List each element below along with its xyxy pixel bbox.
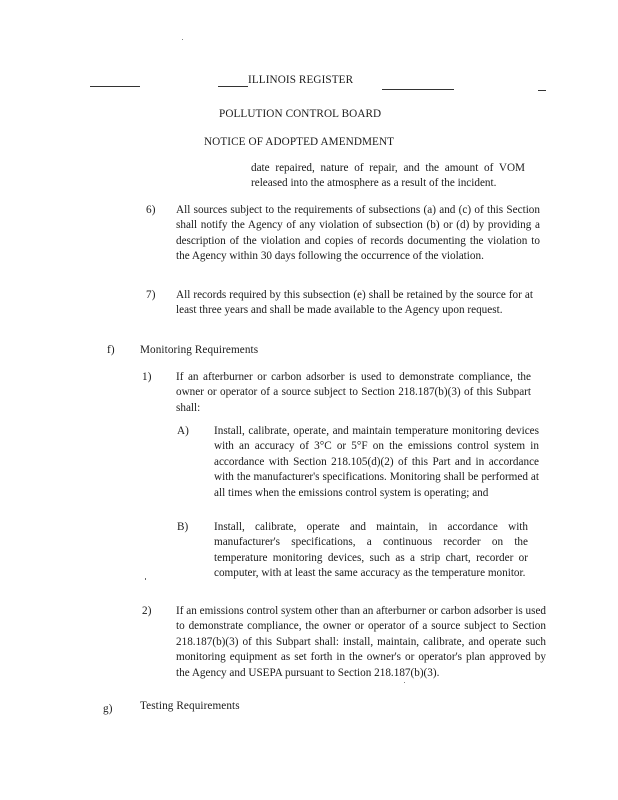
f-a-text: Install, calibrate, operate, and maintain temperature monitoring devices with an accuracy of 3°C or 5°F on the emissions control system in accordance with Section 218.105(d)(2) of this Part and in accordance with the manufacturer's specifications. Monitoring shall be performed at all times when the emissions control system is operating; and	[214, 425, 539, 499]
f-b-text: Install, calibrate, operate and maintain, in accordance with manufacturer's specifications, a continuous recorder on the temperature monitoring devices, such as a strip chart, recorder or computer, with at least the same accuracy as the temperature monitor.	[214, 521, 528, 580]
section-g-letter: g)	[103, 703, 113, 715]
scan-speck	[404, 682, 405, 683]
notice-title: NOTICE OF ADOPTED AMENDMENT	[204, 136, 395, 148]
f1-text: If an afterburner or carbon adsorber is used to demonstrate compliance, the owner or operator of a source subject to Section 218.187(b)(3) of this Subpart shall:	[176, 371, 531, 414]
scan-speck	[182, 39, 183, 40]
f2-text: If an emissions control system other than an afterburner or carbon adsorber is used to demonstrate compliance, the owner or operator of a source subject to Section 218.187(b)(3) of this Subpart shall: install, maintain, calibrate, and operate such monitoring equipment as set forth in the owner's or operator's plan approved by the Agency and USEPA pursuant to Section 218.187(b)(3).	[176, 605, 547, 679]
item-7-text: All records required by this subsection (e) shall be retained by the source for at least three years and shall be made available to the Agency upon request.	[176, 289, 533, 317]
f1-number: 1)	[142, 371, 152, 383]
header-rule-mid	[218, 86, 248, 87]
register-title: ILLINOIS REGISTER	[248, 74, 354, 86]
scan-speck	[145, 578, 146, 580]
item-6-number: 6)	[146, 204, 156, 216]
f2-number: 2)	[142, 605, 152, 617]
header-rule-right	[382, 89, 454, 90]
continuation-text: date repaired, nature of repair, and the amount of VOM released into the atmosphere as a result of the incident.	[251, 162, 525, 190]
item-6-text: All sources subject to the requirements of subsections (a) and (c) of this Section shall notify the Agency of any violation of subsection (b) or (d) by providing a description of the violation and copies of records documenting the violation to the Agency within 30 days following the occurrence of the violation.	[176, 204, 540, 263]
header-rule-left	[90, 86, 140, 87]
section-f-letter: f)	[107, 344, 115, 356]
f-b-letter: B)	[177, 521, 189, 533]
header-rule-far-right	[538, 90, 546, 91]
f-a-letter: A)	[177, 425, 190, 437]
section-f-heading: Monitoring Requirements	[140, 344, 259, 356]
board-title: POLLUTION CONTROL BOARD	[219, 108, 382, 120]
section-g-heading: Testing Requirements	[140, 700, 240, 712]
item-7-number: 7)	[146, 289, 156, 301]
